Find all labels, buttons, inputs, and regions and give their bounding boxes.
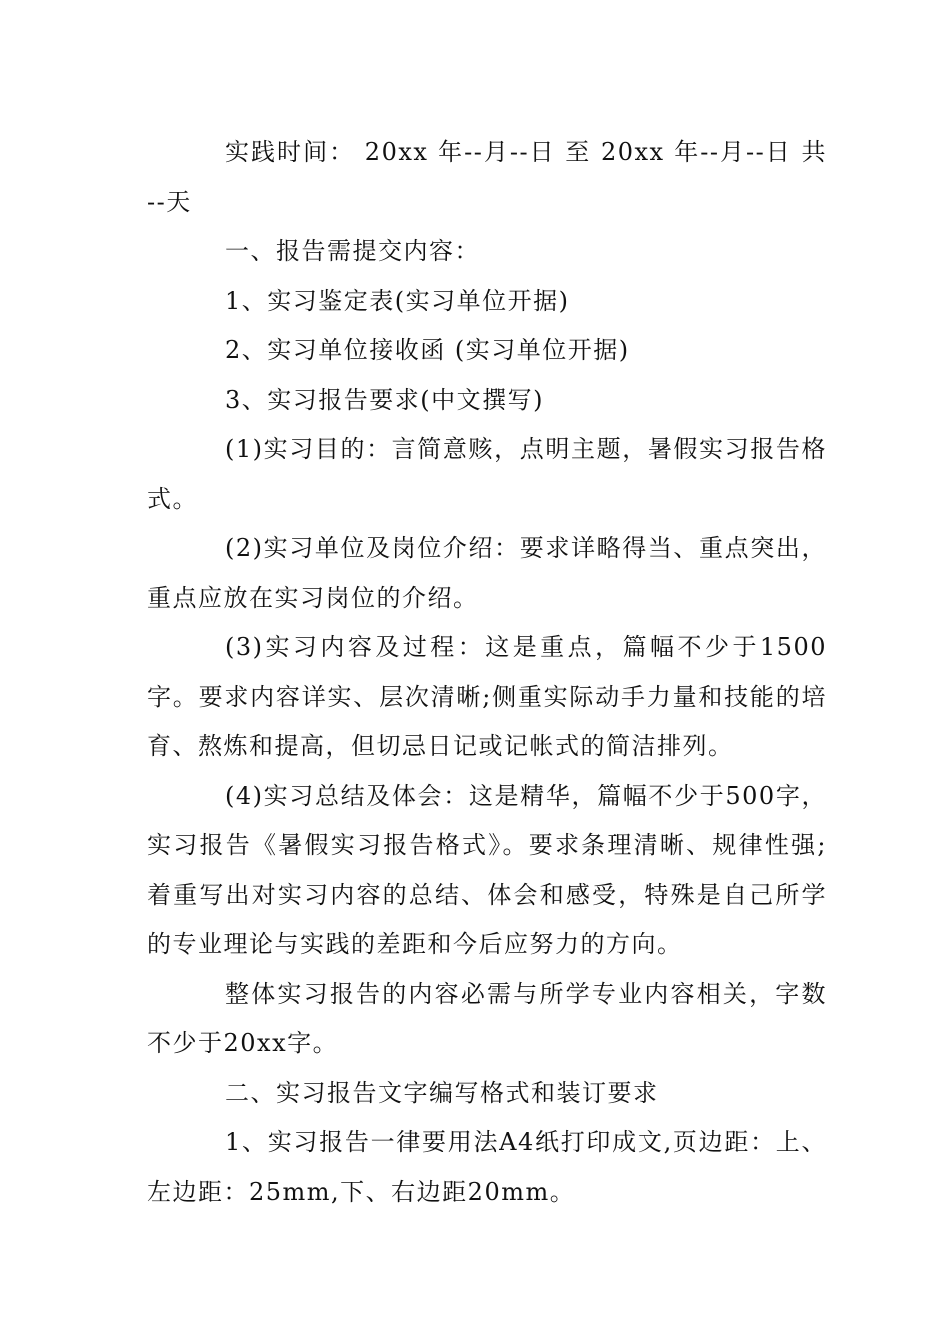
requirement-unit-introduction: (2)实习单位及岗位介绍：要求详略得当、重点突出，重点应放在实习岗位的介绍。 (147, 534, 827, 612)
document-body (147, 128, 827, 1217)
list-item-report-requirements: 3、实习报告要求(中文撰写) (225, 385, 544, 414)
requirement-summary: (4)实习总结及体会：这是精华，篇幅不少于500字，实习报告《暑假实习报告格式》。要求条理清晰、规律性强;着重写出对实习内容的总结、体会和感受，特殊是自己所学的专业理论与实践的差距和今后应努力的方向。 (147, 781, 827, 958)
section-heading-format-binding: 二、实习报告文字编写格式和装订要求 (225, 1078, 659, 1107)
requirement-content-process: (3)实习内容及过程：这是重点，篇幅不少于1500字。要求内容详实、层次清晰;侧重实际动手力量和技能的培育、熬炼和提高，但切忌日记或记帐式的简洁排列。 (147, 633, 827, 760)
list-item-appraisal-form: 1、实习鉴定表(实习单位开据) (225, 286, 570, 315)
section-heading-submission-content: 一、报告需提交内容： (225, 237, 480, 265)
list-item-acceptance-letter: 2、实习单位接收函 (实习单位开据) (225, 336, 630, 364)
overall-requirement-paragraph: 整体实习报告的内容必需与所学专业内容相关，字数不少于20xx字。 (147, 979, 827, 1057)
requirement-purpose: (1)实习目的：言简意赅，点明主题，暑假实习报告格式。 (147, 435, 827, 513)
practice-time-paragraph: 实践时间： 20xx 年--月--日 至 20xx 年--月--日 共 --天 (147, 138, 827, 216)
format-item-a4-paper: 1、实习报告一律要用法A4纸打印成文,页边距：上、左边距：25mm,下、右边距20mm。 (147, 1128, 827, 1206)
